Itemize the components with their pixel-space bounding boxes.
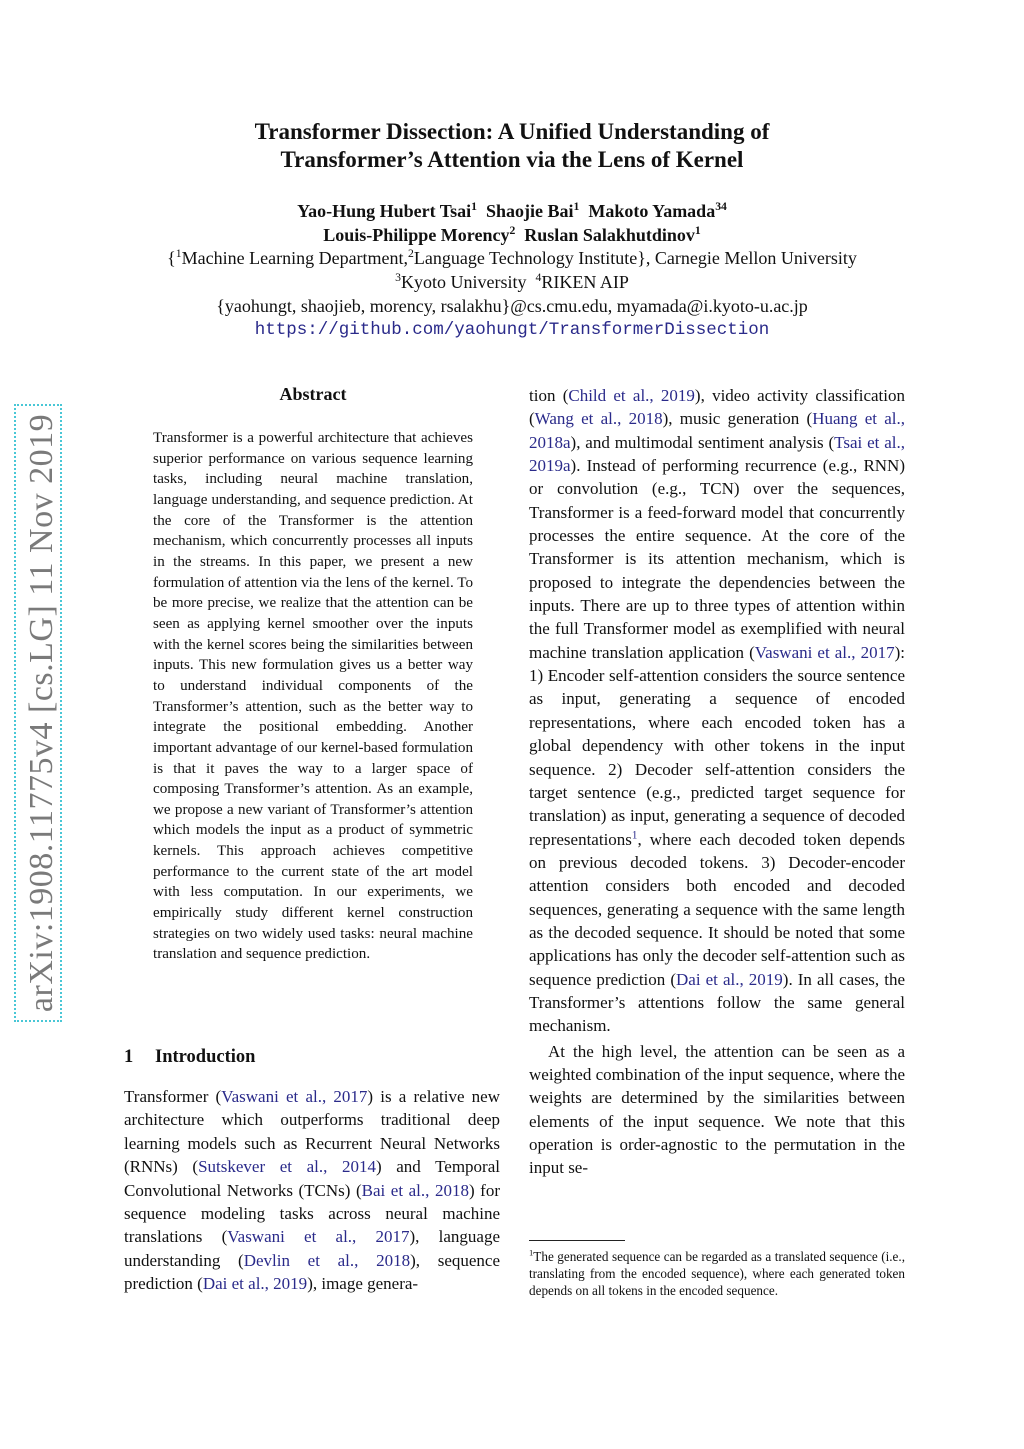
affiliations [0,246,1024,318]
author-name: Makoto Yamada [588,201,716,221]
section-number: 1 [124,1047,134,1067]
intro-paragraph-right-2: At the high level, the attention can be seen as a weighted combination of the input sequence, where the weights are determined by the similarities between elements of the input sequence. We note that this operation is order-agnostic to the permutation in the input se- [529,1041,905,1178]
citation-link[interactable]: Tsai et al., 2019a [529,432,905,476]
body-text: tion ( [529,386,569,405]
author-affil-mark: 34 [715,200,727,213]
affil-mark: 2 [408,247,414,260]
abstract-text: Transformer is a powerful architecture that achieves superior performance on various sequence learning tasks, including neural machine translation, language understanding, and sequence prediction. At the core of the Transformer is the attention mechanism, which concurrently processes all inputs in the streams. In this paper, we present a new formulation of attention via the lens of the kernel. To be more precise, we realize that the attention can be seen as applying kernel smoother over the inputs with the kernel scores being the similarities between inputs. This new formulation gives us a better way to understand individual components of the Transformer’s attention, such as the better way to integrate the positional embedding. Another important advantage of our kernel-based formulation is that it paves the way to a larger space of composing Transformer’s attention. As an example, we propose a new variant of Transformer’s attention which models the input as a product of symmetric kernels. This approach achieves competitive performance to the current state of the art model with less computation. In our experiments, we empirically study different kernel construction strategies on two widely used tasks: neural machine translation and sequence prediction. [153,430,473,963]
body-text: ), language understanding ( [124,1227,500,1270]
intro-paragraph-left [124,1085,500,1296]
body-text: ), and multimodal sentiment analysis ( [570,432,835,452]
author-name: Shaojie Bai [486,201,574,221]
author-affil-mark: 1 [471,200,477,213]
body-text: ) and Temporal Convolutional Networks (TCNs) ( [124,1157,500,1200]
footnote-rule [529,1240,625,1241]
citation-link[interactable]: Devlin et al., 2018 [243,1250,411,1270]
arxiv-stamp[interactable]: arXiv:1908.11775v4 [cs.LG] 11 Nov 2019 [23,413,60,1013]
body-text: , where each decoded token depends on previous decoded tokens. 3) Decoder-encoder attention considers both encoded and decoded sequences, generating a sequence with the same length as the decoded sequence. It should be noted that some applications has only the decoder self-attention such as sequence prediction ( [529,829,905,989]
affil-mark: 3 [395,271,401,284]
citation-link[interactable]: Sutskever et al., 2014 [198,1157,376,1177]
github-link[interactable]: https://github.com/yaohungt/TransformerDissection [254,320,770,340]
footnote-text: The generated sequence can be regarded as a translated sequence (i.e., translating from the encoded sequence), where each generated token depends on all tokens in the encoded sequence. [529,1249,905,1298]
affiliation-cmu-mld: Machine Learning Department, [181,248,409,268]
title-line-2: Transformer’s Attention via the Lens of Kernel [280,147,744,172]
intro-paragraph-right-1 [529,384,905,1038]
affil-mark: 1 [175,247,182,260]
body-text: ), video activity classification ( [529,386,906,429]
intro-right-column [529,384,905,1180]
citation-link[interactable]: Dai et al., 2019 [676,969,783,989]
footnote-mark: 1 [529,1247,534,1258]
author-emails: {yaohungt, shaojieb, morency, rsalakhu}@cs.cmu.edu, myamada@i.kyoto-u.ac.jp [216,296,808,316]
citation-link[interactable]: Vaswani et al., 2017 [227,1227,410,1247]
citation-link[interactable]: Huang et al., 2018a [529,409,905,452]
citation-link[interactable]: Wang et al., 2018 [534,409,663,429]
citation-link[interactable]: Dai et al., 2019 [202,1274,308,1294]
footnote-marker[interactable]: 1 [631,828,638,841]
footnote [529,1248,905,1299]
author-list [0,199,1024,247]
affiliation-kyoto: Kyoto University [400,272,527,292]
body-text: Transformer ( [124,1087,222,1106]
affiliation-riken: RIKEN AIP [541,272,629,292]
affiliation-line-1 [0,246,1024,270]
author-name: Yao-Hung Hubert Tsai [297,201,472,221]
abstract-heading: Abstract [279,384,347,404]
author-line-2 [0,223,1024,247]
affiliation-line-2 [0,270,1024,294]
affil-mark: 4 [535,271,542,284]
author-line-1 [0,199,1024,223]
author-name: Louis-Philippe Morency [323,225,510,245]
section-title: Introduction [155,1047,256,1067]
author-name: Ruslan Salakhutdinov [524,225,695,245]
author-affil-mark: 1 [573,200,580,213]
citation-link[interactable]: Child et al., 2019 [568,386,695,405]
paper-title [0,118,1024,174]
title-line-1: Transformer Dissection: A Unified Understanding of [254,119,770,144]
affiliation-cmu-lti: Language Technology Institute}, Carnegie Mellon University [413,248,857,268]
citation-link[interactable]: Vaswani et al., 2017 [754,642,895,662]
citation-link[interactable]: Bai et al., 2018 [361,1180,469,1200]
citation-link[interactable]: Vaswani et al., 2017 [221,1087,368,1106]
body-text: ). In all cases, the Transformer’s attentions follow the same general mechanism. [529,969,905,1036]
author-affil-mark: 2 [509,224,516,237]
brace: { [167,248,176,268]
body-text: ), sequence prediction ( [124,1250,500,1294]
body-text: ): 1) Encoder self-attention considers the source sentence as input, generating a sequence of encoded representations, where each encoded token has a global dependency with other tokens in the input sequence. 2) Decoder self-attention considers the target sentence (e.g., predicted target sequence for translation) as input, generating a sequence of decoded representations [529,642,905,849]
body-text: ), music generation ( [662,409,813,429]
body-text: ). Instead of performing recurrence (e.g., RNN) or convolution (e.g., TCN) over the sequences, Transformer is a feed-forward model that concurrently processes the entire sequence. At the core of the Transformer is its attention mechanism, which is proposed to integrate the dependencies between the inputs. There are up to three types of attention within the full Transformer model as exemplified with neural machine translation application ( [529,456,905,662]
body-text: ) for sequence modeling tasks across neural machine translations ( [124,1180,500,1247]
author-affil-mark: 1 [694,224,701,237]
section-heading-introduction [124,1047,255,1068]
body-text: ), image genera- [307,1274,419,1294]
body-text: ) is a relative new architecture which outperforms traditional deep learning models such as Recurrent Neural Networks (RNNs) ( [124,1087,500,1177]
